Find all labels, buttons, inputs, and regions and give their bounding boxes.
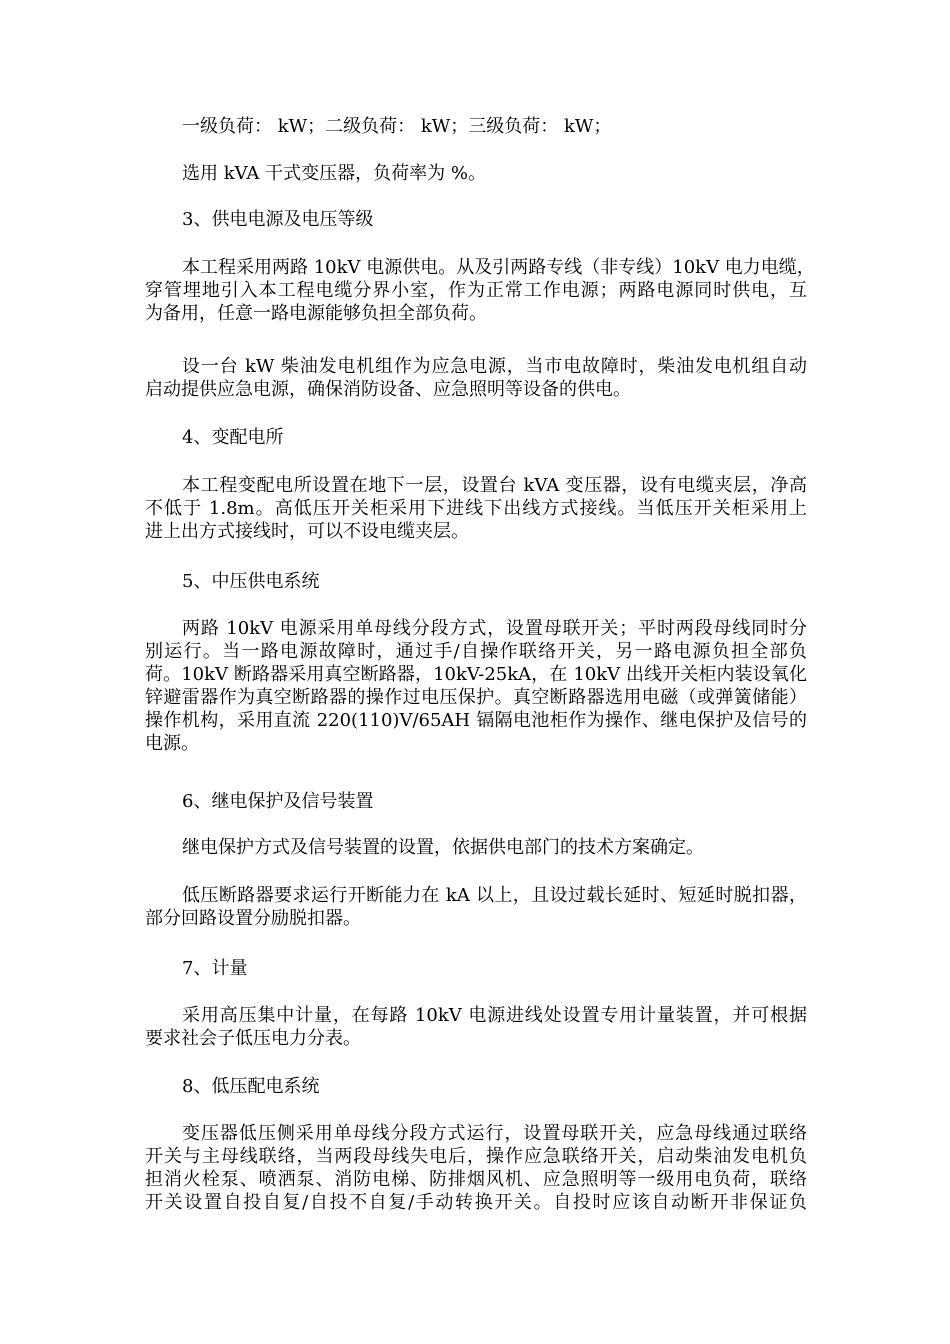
heading-6-text: 6、继电保护及信号装置 — [182, 791, 374, 812]
power-supply-line-2: 穿管埋地引入本工程电缆分界小室，作为正常工作电源；两路电源同时供电，互 — [145, 280, 807, 301]
section-heading-5 — [145, 570, 807, 593]
heading-8-text: 8、低压配电系统 — [182, 1076, 320, 1097]
substation-line-1: 本工程变配电所设置在地下一层，设置台 kVA 变压器，设有电缆夹层，净高 — [182, 475, 807, 496]
transformer-selection-paragraph — [145, 162, 807, 185]
power-supply-paragraph — [145, 256, 815, 325]
mv-system-line-6: 电源。 — [145, 733, 199, 754]
mv-system-line-1: 两路 10kV 电源采用单母线分段方式，设置母联开关；平时两段母线同时分 — [182, 618, 807, 639]
metering-paragraph — [145, 1004, 807, 1050]
generator-line-2: 启动提供应急电源，确保消防设备、应急照明等设备的供电。 — [145, 379, 631, 400]
power-supply-line-3: 为备用，任意一路电源能够负担全部负荷。 — [145, 303, 487, 324]
transformer-selection-line: 选用 kVA 干式变压器，负荷率为 %。 — [182, 163, 486, 184]
mv-system-line-4: 锌避雷器作为真空断路器的操作过电压保护。真空断路器选用电磁（或弹簧储能） — [145, 687, 807, 708]
load-levels-paragraph — [145, 115, 807, 138]
mv-system-line-5: 操作机构，采用直流 220(110)V/65AH 镉隔电池柜作为操作、继电保护及信号的 — [145, 710, 807, 731]
lv-system-line-2: 开关与主母线联络，当两段母线失电后，操作应急联络开关，启动柴油发电机负 — [145, 1146, 807, 1167]
lv-system-line-3: 担消火栓泵、喷洒泵、消防电梯、防排烟风机、应急照明等一级用电负荷，联络 — [145, 1169, 807, 1190]
heading-3-text: 3、供电电源及电压等级 — [182, 209, 374, 230]
generator-paragraph — [145, 355, 807, 401]
lv-breaker-line-1: 低压断路器要求运行开断能力在 kA 以上，且设过载长延时、短延时脱扣器， — [182, 885, 807, 906]
mv-system-paragraph — [145, 617, 807, 755]
metering-line-1: 采用高压集中计量，在每路 10kV 电源进线处设置专用计量装置，并可根据 — [182, 1005, 807, 1026]
substation-line-3: 进上出方式接线时，可以不设电缆夹层。 — [145, 521, 469, 542]
mv-system-line-3: 荷。10kV 断路器采用真空断路器，10kV-25kA，在 10kV 出线开关柜内装设氧化 — [145, 664, 807, 685]
load-levels-line: 一级负荷： kW；二级负荷： kW；三级负荷： kW； — [182, 116, 612, 137]
lv-breaker-line-2: 部分回路设置分励脱扣器。 — [145, 908, 361, 929]
lv-system-line-1: 变压器低压侧采用单母线分段方式运行，设置母联开关，应急母线通过联络 — [182, 1123, 807, 1144]
metering-line-2: 要求社会子低压电力分表。 — [145, 1028, 361, 1049]
heading-5-text: 5、中压供电系统 — [182, 571, 320, 592]
relay-protection-line: 继电保护方式及信号装置的设置，依据供电部门的技术方案确定。 — [182, 837, 704, 858]
lv-system-line-4: 开关设置自投自复/自投不自复/手动转换开关。自投时应该自动断开非保证负 — [145, 1192, 807, 1213]
heading-7-text: 7、计量 — [182, 958, 248, 979]
heading-4-text: 4、变配电所 — [182, 427, 284, 448]
section-heading-3 — [145, 208, 807, 231]
substation-paragraph — [145, 474, 807, 543]
section-heading-8 — [145, 1075, 807, 1098]
lv-breaker-paragraph — [145, 884, 807, 930]
section-heading-6 — [145, 790, 807, 813]
substation-line-2: 不低于 1.8m。高低压开关柜采用下进线下出线方式接线。当低压开关柜采用上 — [145, 498, 807, 519]
section-heading-4 — [145, 426, 807, 449]
power-supply-line-1: 本工程采用两路 10kV 电源供电。从及引两路专线（非专线）10kV 电力电缆， — [182, 257, 815, 278]
mv-system-line-2: 别运行。当一路电源故障时，通过手/自操作联络开关，另一路电源负担全部负 — [145, 641, 807, 662]
generator-line-1: 设一台 kW 柴油发电机组作为应急电源，当市电故障时，柴油发电机组自动 — [182, 356, 807, 377]
section-heading-7 — [145, 957, 807, 980]
relay-protection-paragraph — [145, 836, 807, 859]
lv-system-paragraph — [145, 1122, 807, 1214]
